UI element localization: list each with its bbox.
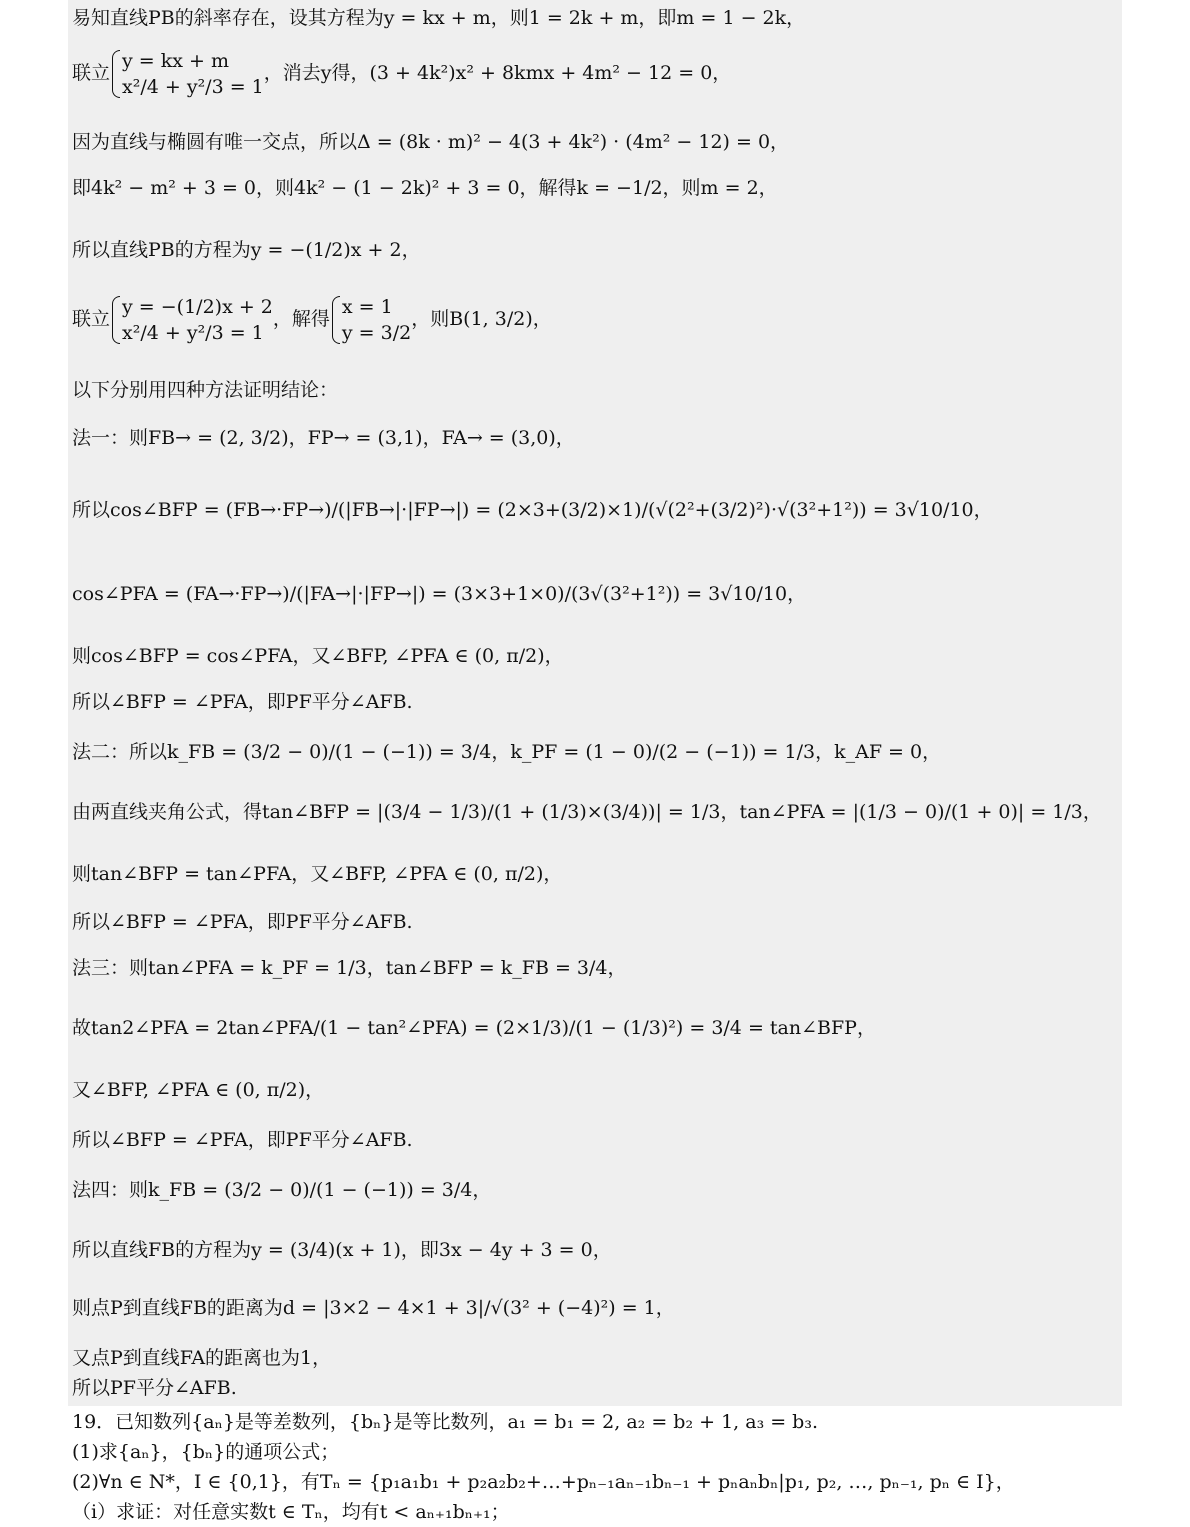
method-3-conclusion: 所以∠BFP = ∠PFA，即PF平分∠AFB. [72,1129,413,1151]
system-prefix: 联立 [72,308,111,330]
method-4-distance-fa: 又点P到直线FA的距离也为1， [72,1347,332,1369]
solution-line-5: 所以直线PB的方程为y = −(1/2)x + 2， [72,239,421,261]
solution-line-3: 因为直线与椭圆有唯一交点，所以Δ = (8k · m)² − 4(3 + 4k²) · (4m² − 12) = 0， [72,131,790,153]
solve-label: ，解得 [272,308,330,330]
problem-19-part-2: (2)∀n ∈ N*，I ∈ {0,1}，有Tₙ = {p₁a₁b₁ + p₂a₂b₂+…+pₙ₋₁aₙ₋₁bₙ₋₁ + pₙaₙbₙ|p₁, p₂, …, pₙ₋₁, pₙ ∈ I}， [72,1471,1015,1493]
method-2-tan: 由两直线夹角公式，得tan∠BFP = |(3/4 − 1/3)/(1 + (1/3)×(3/4))| = 1/3，tan∠PFA = |(1/3 − 0)/(1 + 0)| = 1/3， [72,801,1102,823]
solution-line-1: 易知直线PB的斜率存在，设其方程为y = kx + m，则1 = 2k + m，即m = 1 − 2k， [72,7,806,29]
system-prefix: 联立 [72,62,111,84]
problem-19-part-2-i: （i）求证：对任意实数t ∈ Tₙ，均有t < aₙ₊₁bₙ₊₁； [72,1501,510,1523]
method-1-cos-pfa: cos∠PFA = (FA→·FP→)/(|FA→|·|FP→|) = (3×3+1×0)/(3√(3²+1²)) = 3√10/10， [72,583,807,605]
equation-system [110,48,264,100]
method-3-tan: 法三：则tan∠PFA = k_PF = 1/3，tan∠BFP = k_FB = 3/4， [72,957,627,979]
problem-19-statement: 19．已知数列{aₙ}是等差数列，{bₙ}是等比数列，a₁ = b₁ = 2, a₂ = b₂ + 1, a₃ = b₃. [72,1411,819,1433]
system-equation: y = 3/2 [341,322,412,344]
solution-line-4: 即4k² − m² + 3 = 0，则4k² − (1 − 2k)² + 3 = 0，解得k = −1/2，则m = 2， [72,177,778,199]
elimination-result: ，消去y得，(3 + 4k²)x² + 8kmx + 4m² − 12 = 0， [263,62,732,84]
problem-19-part-1: (1)求{aₙ}，{bₙ}的通项公式； [72,1441,340,1463]
method-2-slopes: 法二：所以k_FB = (3/2 − 0)/(1 − (−1)) = 3/4，k_PF = (1 − 0)/(2 − (−1)) = 1/3，k_AF = 0， [72,741,942,763]
solution-line-2 [72,48,731,100]
method-4-conclusion: 所以PF平分∠AFB. [72,1377,237,1399]
point-b-result: ，则B(1, 3/2)， [411,308,552,330]
system-equation: x²/4 + y²/3 = 1 [122,76,264,98]
method-4-line-fb: 所以直线FB的方程为y = (3/4)(x + 1)，即3x − 4y + 3 = 0， [72,1239,612,1261]
method-2-conclusion: 所以∠BFP = ∠PFA，即PF平分∠AFB. [72,911,413,933]
equation-system [110,294,273,346]
method-4-slope: 法四：则k_FB = (3/2 − 0)/(1 − (−1)) = 3/4， [72,1179,492,1201]
system-equation: y = −(1/2)x + 2 [122,296,273,318]
method-3-double-angle: 故tan2∠PFA = 2tan∠PFA/(1 − tan²∠PFA) = (2×1/3)/(1 − (1/3)²) = 3/4 = tan∠BFP， [72,1017,876,1039]
system-equation: x = 1 [341,296,393,318]
method-1-vectors: 法一：则FB→ = (2, 3/2)，FP→ = (3,1)，FA→ = (3,0)， [72,427,575,449]
method-3-range: 又∠BFP, ∠PFA ∈ (0, π/2)， [72,1079,325,1101]
solution-line-6 [72,294,552,346]
system-equation: y = kx + m [122,50,229,72]
method-1-cos-bfp: 所以cos∠BFP = (FB→·FP→)/(|FB→|·|FP→|) = (2×3+(3/2)×1)/(√(2²+(3/2)²)·√(3²+1²)) = 3√10/10， [72,499,993,521]
method-2-compare: 则tan∠BFP = tan∠PFA，又∠BFP, ∠PFA ∈ (0, π/2)， [72,863,563,885]
solution-line-7: 以下分别用四种方法证明结论： [72,379,339,401]
solution-system [330,294,411,346]
system-equation: x²/4 + y²/3 = 1 [122,322,264,344]
method-4-distance-fb: 则点P到直线FB的距离为d = |3×2 − 4×1 + 3|/√(3² + (−4)²) = 1， [72,1297,675,1319]
method-1-compare: 则cos∠BFP = cos∠PFA，又∠BFP, ∠PFA ∈ (0, π/2)， [72,645,564,667]
method-1-conclusion: 所以∠BFP = ∠PFA，即PF平分∠AFB. [72,691,413,713]
